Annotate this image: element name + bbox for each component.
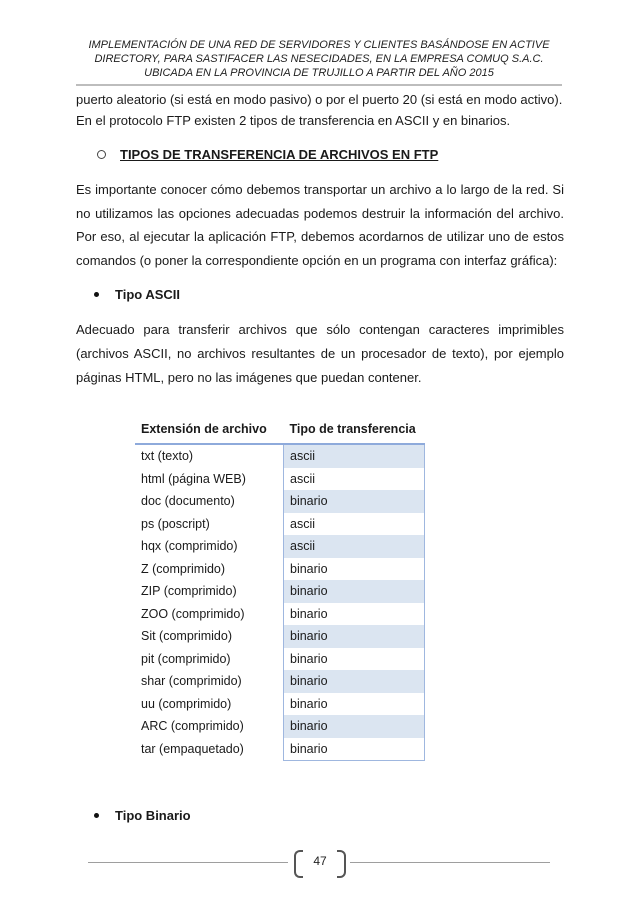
bullet-tipo-binario bbox=[94, 808, 191, 823]
cell-extension: ZIP (comprimido) bbox=[141, 584, 237, 599]
table-row bbox=[135, 738, 425, 761]
header-line-1: IMPLEMENTACIÓN DE UNA RED DE SERVIDORES Y CLIENTES BASÁNDOSE EN ACTIVE bbox=[88, 39, 550, 51]
section-title: TIPOS DE TRANSFERENCIA DE ARCHIVOS EN FTP bbox=[120, 147, 439, 162]
cell-transfer-type: binario bbox=[284, 490, 425, 513]
paragraph-ascii: Adecuado para transferir archivos que sólo contengan caracteres imprimibles (archivos ASCII, no archivos resultantes de un procesador de texto), por ejemplo páginas HTML, pero no las imágenes que puedan contener. bbox=[76, 322, 564, 385]
table-row bbox=[135, 693, 425, 716]
cell-extension: shar (comprimido) bbox=[141, 674, 242, 689]
cell-extension: Z (comprimido) bbox=[141, 561, 226, 576]
table-row bbox=[135, 670, 425, 693]
cell-transfer-type: binario bbox=[284, 670, 425, 693]
header-line-3: UBICADA EN LA PROVINCIA DE TRUJILLO A PARTIR DEL AÑO 2015 bbox=[144, 67, 494, 79]
table-row bbox=[135, 558, 425, 581]
section-heading bbox=[97, 147, 438, 162]
cell-transfer-type: binario bbox=[284, 738, 425, 761]
cell-transfer-type: binario bbox=[284, 648, 425, 671]
cell-transfer-type: binario bbox=[284, 580, 425, 603]
cell-extension: uu (comprimido) bbox=[141, 696, 232, 711]
cell-transfer-type: binario bbox=[284, 693, 425, 716]
cell-extension: tar (empaquetado) bbox=[141, 742, 244, 756]
cell-transfer-type: binario bbox=[284, 603, 425, 626]
table-row bbox=[135, 580, 425, 603]
transfer-type-table bbox=[135, 415, 425, 761]
table-row bbox=[135, 715, 425, 738]
cell-extension: Sit (comprimido) bbox=[141, 629, 232, 644]
cell-transfer-type: binario bbox=[284, 625, 425, 648]
table-row bbox=[135, 625, 425, 648]
bullet-dot-icon bbox=[94, 813, 99, 818]
cell-transfer-type: binario bbox=[284, 715, 425, 738]
cell-transfer-type: ascii bbox=[284, 468, 425, 491]
bullet-dot-icon bbox=[94, 292, 99, 297]
table-header-row bbox=[135, 415, 425, 444]
table-row bbox=[135, 535, 425, 558]
page-number: 47 bbox=[313, 854, 327, 868]
circle-bullet-icon bbox=[97, 150, 106, 159]
bullet-tipo-ascii bbox=[94, 287, 180, 302]
table-header-transfer-type: Tipo de transferencia bbox=[284, 415, 425, 444]
table-row bbox=[135, 444, 425, 468]
table-row bbox=[135, 603, 425, 626]
footer-bracket-right bbox=[337, 850, 346, 878]
header-line-2: DIRECTORY, PARA SASTIFACER LAS NESECIDADES, EN LA EMPRESA COMUQ S.A.C. bbox=[94, 53, 544, 65]
table-row bbox=[135, 648, 425, 671]
cell-transfer-type: ascii bbox=[284, 535, 425, 558]
table-row bbox=[135, 513, 425, 536]
cell-extension: ps (poscript) bbox=[141, 516, 210, 531]
cell-extension: ZOO (comprimido) bbox=[141, 606, 245, 621]
cell-extension: txt (texto) bbox=[141, 449, 194, 464]
cell-transfer-type: ascii bbox=[284, 444, 425, 468]
cell-extension: doc (documento) bbox=[141, 494, 235, 509]
paragraph-file-transfer: Es importante conocer cómo debemos transportar un archivo a lo largo de la red. Si no utilizamos las opciones adecuadas podemos destruir la información del archivo. Por eso, al ejecutar la aplicación FTP, debemos acordarnos de utilizar uno de estos comandos (o poner la correspondiente opción en un programa con interfaz gráfica): bbox=[76, 182, 564, 268]
cell-extension: pit (comprimido) bbox=[141, 651, 231, 666]
header-divider bbox=[76, 84, 562, 86]
page-header bbox=[70, 38, 568, 80]
cell-extension: html (página WEB) bbox=[141, 471, 246, 486]
footer-rule-right bbox=[350, 862, 550, 863]
footer-rule-left bbox=[88, 862, 288, 863]
intro-line-2: En el protocolo FTP existen 2 tipos de transferencia en ASCII y en binarios. bbox=[76, 113, 511, 128]
table-row bbox=[135, 490, 425, 513]
table-header-extension: Extensión de archivo bbox=[135, 415, 284, 444]
cell-extension: hqx (comprimido) bbox=[141, 539, 238, 554]
cell-transfer-type: binario bbox=[284, 558, 425, 581]
bullet-tipo-ascii-label: Tipo ASCII bbox=[115, 287, 180, 302]
cell-transfer-type: ascii bbox=[284, 513, 425, 536]
bullet-tipo-binario-label: Tipo Binario bbox=[115, 808, 191, 823]
table-row bbox=[135, 468, 425, 491]
cell-extension: ARC (comprimido) bbox=[141, 719, 244, 734]
intro-line-1: puerto aleatorio (si está en modo pasivo) o por el puerto 20 (si está en modo activo). bbox=[76, 92, 563, 107]
